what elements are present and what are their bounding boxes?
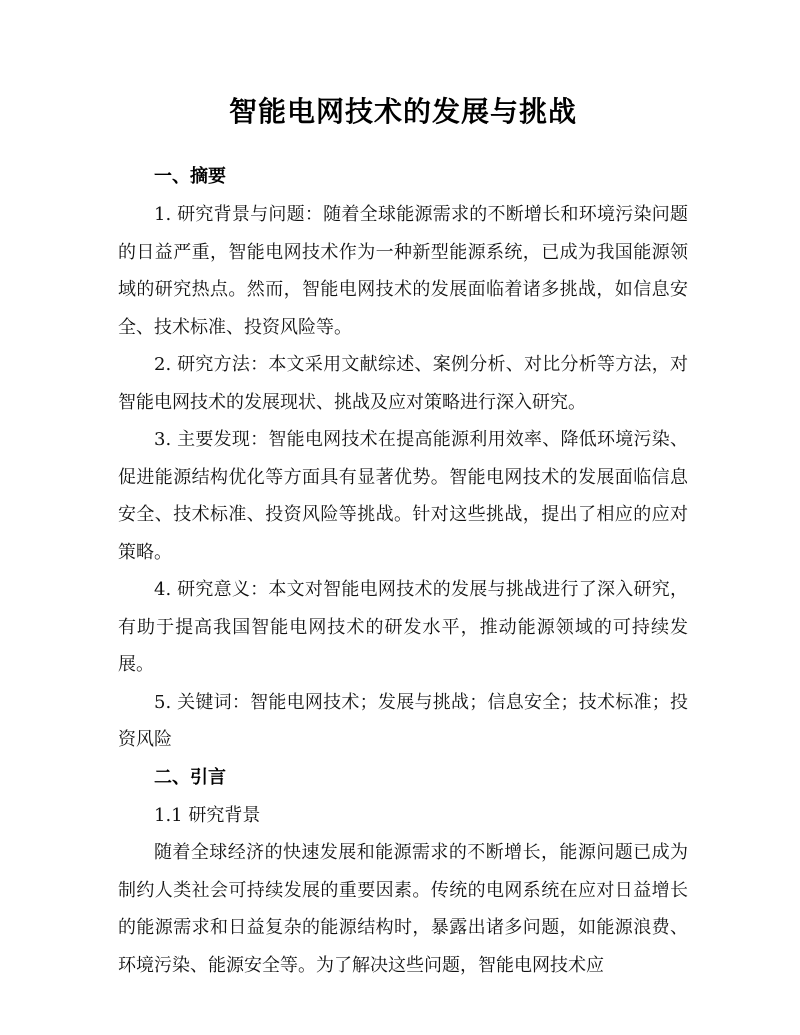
abstract-item-background: 1. 研究背景与问题：随着全球能源需求的不断增长和环境污染问题的日益严重，智能电网技术作为一种新型能源系统，已成为我国能源领域的研究热点。然而，智能电网技术的发展面临着诸多挑战，如信息安全、技术标准、投资风险等。 bbox=[118, 204, 688, 338]
abstract-item-method: 2. 研究方法：本文采用文献综述、案例分析、对比分析等方法，对智能电网技术的发展现状、挑战及应对策略进行深入研究。 bbox=[118, 354, 688, 413]
abstract-item-keywords: 5. 关键词：智能电网技术；发展与挑战；信息安全；技术标准；投资风险 bbox=[118, 691, 688, 750]
intro-heading: 二、引言 bbox=[154, 766, 226, 788]
intro-paragraph: 随着全球经济的快速发展和能源需求的不断增长，能源问题已成为制约人类社会可持续发展的重要因素。传统的电网系统在应对日益增长的能源需求和日益复杂的能源结构时，暴露出诸多问题，如能源浪费、环境污染、能源安全等。为了解决这些问题，智能电网技术应 bbox=[118, 842, 688, 976]
intro-subheading: 1.1 研究背景 bbox=[154, 804, 261, 826]
document-title: 智能电网技术的发展与挑战 bbox=[228, 95, 577, 128]
abstract-item-findings: 3. 主要发现：智能电网技术在提高能源利用效率、降低环境污染、促进能源结构优化等方面具有显著优势。智能电网技术的发展面临信息安全、技术标准、投资风险等挑战。针对这些挑战，提出了相应的应对策略。 bbox=[118, 429, 688, 563]
abstract-heading: 一、摘要 bbox=[154, 166, 226, 187]
abstract-item-significance: 4. 研究意义：本文对智能电网技术的发展与挑战进行了深入研究，有助于提高我国智能电网技术的研发水平，推动能源领域的可持续发展。 bbox=[118, 579, 688, 675]
